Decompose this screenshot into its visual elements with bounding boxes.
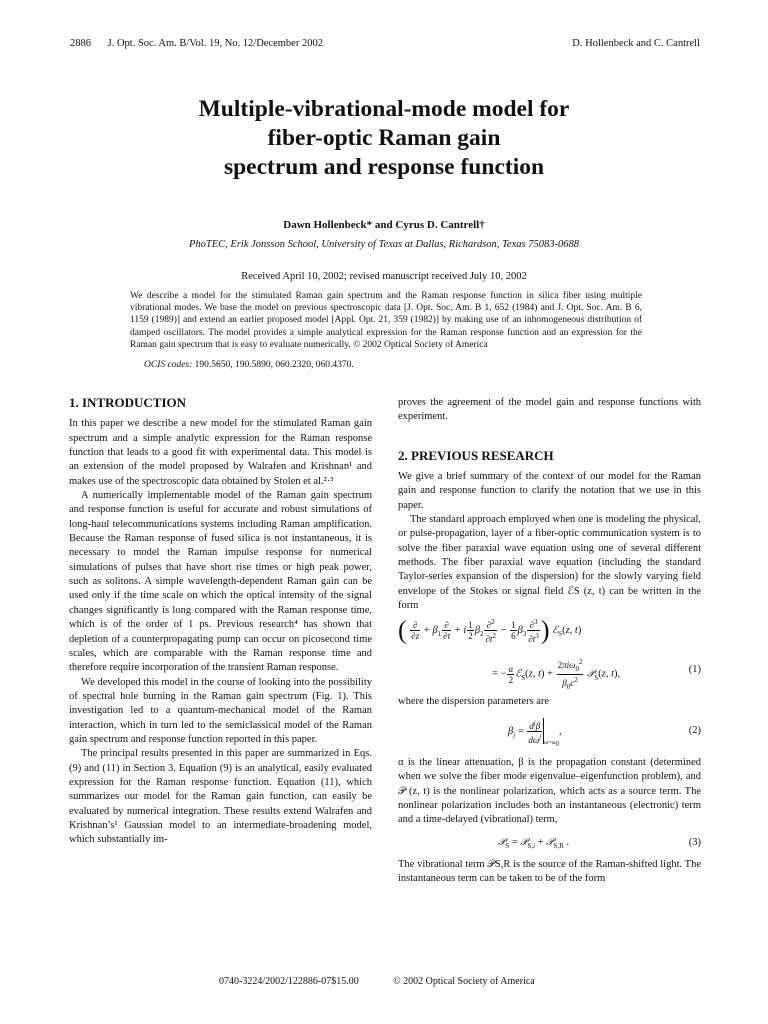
ocis-values: 190.5650, 190.5890, 060.2320, 060.4370. [194,360,354,370]
equation-2: $\beta_j$ = $\frac{d^j\beta}{d\omega^j}$ $_{\omega=\omega_0}$, (2) [508,718,701,748]
running-header-left [70,38,323,49]
author-list: Dawn Hollenbeck* and Cyrus D. Cantrell† [283,219,485,231]
paragraph: where the dispersion parameters are [398,696,550,708]
title-line: fiber-optic Raman gain [267,125,501,151]
paragraph: We developed this model in the course of looking into the possibility of spectral hole burning in the Raman gain spectrum (Fig. 1). This investigation led to a quantum-mechanical model of the Raman interaction, which in turn led to the semiclassical model of the Raman gain spectrum and response function reported in this paper. [69,676,372,745]
equation-1: ( $\frac{\partial}{\partial z}$ + $\beta_1$ $\frac{\partial}{\partial t}$ + i $\frac{1}{2}$ $\beta_2$ $\frac{\partial^2}{\partial t^2}$ − $\frac{1}{6}$ $\beta_3$ $\frac{\partial^3}{\partial t^3}$ ) ℰ$_S$(z, t) = − $\frac{\alpha}{2}$ ℰ$_S$(z, t) + $\frac{2\pi i\omega_0^2}{\beta_0c^2}$ 𝒫$_S$(z, t), (1) [398,615,701,692]
footer-code: 0740-3224/2002/122886-07$15.00 [219,976,359,987]
paragraph: We give a brief summary of the context of our model for the Raman gain and response function to clarify the notation that we use in this paper. [398,471,701,511]
paragraph: A numerically implementable model of the Raman gain spectrum and response function is useful for accurate and robust simulations of long-haul telecommunications systems including Raman amplification. Because the Raman response of fused silica is not instantaneous, it is necessary to model the Raman impulse response for numerical simulations of pulses that have short rise times or high peak power, such as solitons. A simple wavelength-dependent Raman gain can be used only if the time scale on which the optical intensity of the signal changes significantly is long compared with the Raman response time, which is of the order of 1 ps. Previous research⁴ has shown that depletion of a counterpropagating pump can occur on picosecond time scales, which are comparable with the Raman response time and therefore require incorporation of the transient Raman response. [69,490,372,674]
equation-3: 𝒫$_S$ = 𝒫$_{S,i}$ + 𝒫$_{S,R}$ . (3) [498,836,701,850]
paragraph: α is the linear attenuation, β is the propagation constant (determined when we solve the fiber mode eigenvalue–eigenfunction problem), and 𝒫 (z, t) is the nonlinear polarization, which acts as a source term. The nonlinear polarization includes both an instantaneous (electronic) term and a time-delayed (vibrational) term, [398,756,701,826]
paragraph: The principal results presented in this paper are summarized in Eqs. (9) and (11) in Section 3. Equation (9) is an analytical, easily evaluated expression for the Raman response function. Equation (11), which summarizes our model for the Raman gain function, can easily be evaluated by numerical integration. These results extend Walrafen and Krishnan’s¹ Gaussian model to an intermediate-broadening model, which substantially im- [69,748,372,846]
equation-number: (2) [688,724,701,736]
running-header-right: D. Hollenbeck and C. Cantrell [572,38,700,49]
section-heading-previous-research: 2. PREVIOUS RESEARCH [398,447,554,463]
title-line: Multiple-vibrational-mode model for [198,96,570,122]
title-line: spectrum and response function [223,154,545,180]
abstract: We describe a model for the stimulated Raman gain spectrum and the Raman response function in silica fiber using multiple vibrational modes. We base the model on previous spectroscopic data [J. Opt. Soc. Am. B 1, 652 (1984) and J. Opt. Soc. Am. B 6, 1159 (1989)] and extend an earlier proposed model [Appl. Opt. 21, 359 (1982)] by making use of an inhomogeneous distribution of damped oscillators. The model provides a simple analytical expression for the Raman response function and an expression for the Raman gain spectrum that is easy to evaluate numerically. © 2002 Optical Society of America [130,291,642,350]
paper-title [0,95,768,182]
paragraph: The standard approach employed when one is modeling the physical, or pulse-propagation, layer of a fiber-optic communication system is to solve the fiber paraxial wave equation using one of several different methods. The fiber paraxial wave equation (including the standard Taylor-series expansion of the dispersion) for the slowly varying field envelope of the Stokes or signal field ℰS (z, t) can be written in the form [398,514,701,612]
paragraph: proves the agreement of the model gain and response functions with experiment. [398,397,701,423]
equation-number: (1) [688,664,701,676]
section-heading-introduction: 1. INTRODUCTION [69,395,187,410]
paragraph: In this paper we describe a new model for the stimulated Raman gain spectrum and a simple analytic expression for the Raman response function that leads to a good fit with experimental data. This model is an extension of the model proposed by Walrafen and Krishnan¹ and makes use of the spectroscopic data obtained by Stolen et al.²·³ [69,418,372,487]
equation-number: (3) [688,836,701,848]
journal-citation: J. Opt. Soc. Am. B/Vol. 19, No. 12/December 2002 [107,38,323,49]
paragraph: The vibrational term 𝒫S,R is the source of the Raman-shifted light. The instantaneous term can be taken to be of the form [398,858,701,884]
left-column [69,396,372,848]
right-column [398,396,701,886]
affiliation: PhoTEC, Erik Jonsson School, University of Texas at Dallas, Richardson, Texas 75083-0688 [189,239,579,250]
page-number: 2886 [70,38,91,49]
ocis-label: OCIS codes: [144,360,193,370]
received-dates: Received April 10, 2002; revised manuscript received July 10, 2002 [241,271,527,282]
footer-copyright: © 2002 Optical Society of America [393,976,535,987]
ocis-codes [144,360,354,370]
